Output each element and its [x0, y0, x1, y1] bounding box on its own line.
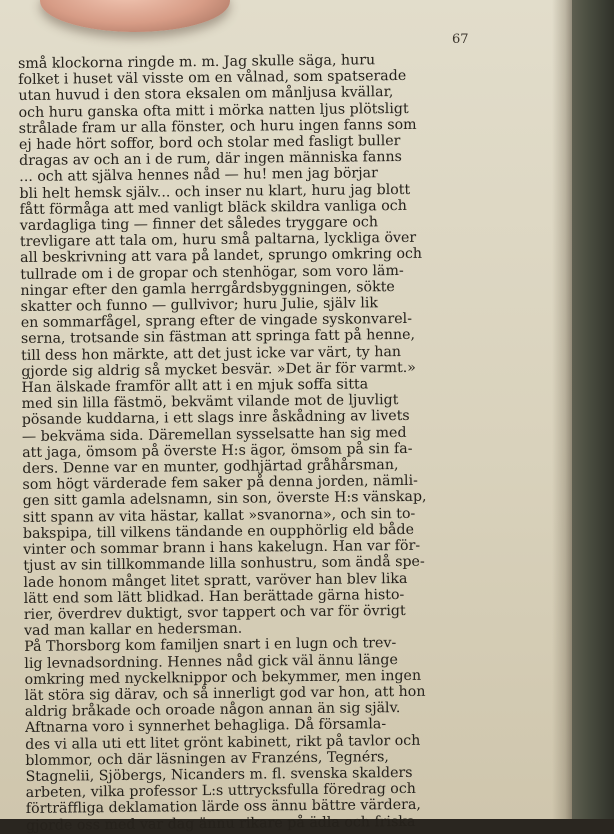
text-line: till dess hon märkte, att det just icke var värt, ty han	[21, 343, 402, 364]
text-line: arbeten, vilka professor L:s uttrycksfulla föredrag och	[25, 781, 416, 802]
text-line: strålade fram ur alla fönster, och huru ingen fanns som	[18, 116, 417, 137]
text-line: pösande kuddarna, i ett slags inre åskådning av livets	[21, 408, 410, 429]
text-line: vardagliga ting — finner det således tryggare och	[19, 214, 379, 235]
text-line: gjorde oss med var dag ännu rikare på ädla och friska	[25, 813, 416, 834]
text-line: fått förmåga att med vanligt bläck skildra vanliga och	[19, 197, 407, 218]
text-line: tullrade om i de gropar och stenhögar, som voro läm-	[20, 262, 404, 283]
text-line: bli helt hemsk själv... och inser nu klart, huru jag blott	[19, 181, 411, 202]
text-line: gen sitt gamla adelsnamn, sin son, överste H:s vänskap,	[22, 489, 427, 510]
text-line: des vi alla uti ett litet grönt kabinett, rikt på tavlor och	[25, 732, 421, 753]
text-line: Han älskade framför allt att i en mjuk soffa sitta	[21, 376, 369, 397]
book-cover-edge	[572, 0, 614, 819]
text-line: ... och att själva hennes nåd — hu! men jag börjar	[19, 165, 378, 186]
text-line: bakspipa, till vilkens tändande en oupphörlig eld både	[22, 521, 415, 542]
text-line: små klockorna ringde m. m. Jag skulle säga, huru	[18, 52, 376, 72]
text-line: — bekväma sida. Däremellan sysselsatte han sig med	[21, 424, 407, 445]
text-line: vad man kallar en hedersman.	[23, 620, 243, 640]
text-line: folket i huset väl visste om en vålnad, som spatserade	[18, 68, 407, 89]
text-line: utan huvud i den stora eksalen om månljusa kvällar,	[18, 84, 394, 105]
text-line: och huru ganska ofta mitt i mörka natten ljus plötsligt	[18, 100, 409, 121]
text-line: blommor, och där läsningen av Franzéns, Tegnérs,	[25, 748, 389, 769]
text-line: lade honom månget litet spratt, varöver han blev lika	[23, 570, 408, 591]
text-line: som högt värderade fem saker på denna jorden, nämli-	[22, 473, 418, 494]
text-line: omkring med nyckelknippor och bekymmer, men ingen	[24, 667, 422, 688]
text-line: rier, överdrev duktigt, svor tappert och var för övrigt	[23, 602, 406, 623]
text-line: sitt spann av vita hästar, kallat »svanorna», och sin to-	[22, 505, 416, 526]
text-line: lät störa sig därav, och så innerligt god var hon, att hon	[24, 683, 426, 704]
text-line: att jaga, ömsom på överste H:s ägor, ömsom på sin fa-	[22, 440, 413, 461]
text-line: ej hade hört soffor, bord och stolar med fasligt buller	[18, 133, 401, 154]
page-number: 67	[452, 32, 469, 47]
body-text	[18, 51, 498, 834]
text-line: med sin lilla fästmö, bekvämt vilande mot de ljuvligt	[21, 392, 399, 413]
text-line: Aftnarna voro i synnerhet behagliga. Då församla-	[24, 716, 387, 737]
text-line: lig levnadsordning. Hennes nåd gick väl ännu länge	[24, 651, 398, 672]
text-line: tjust av sin tillkommande lilla sonhustru, som ändå spe-	[23, 554, 425, 575]
page-edge-shadow	[552, 0, 574, 819]
text-line: vinter och sommar brann i hans kakelugn. Han var för-	[23, 537, 421, 559]
text-line: lätt end som lätt blidkad. Han berättade gärna histo-	[23, 586, 405, 607]
thumb-finger	[40, 0, 230, 32]
text-line: dragas av och an i de rum, där ingen människa fanns	[19, 149, 402, 170]
text-line: gjorde sig aldrig så mycket besvär. »Det är för varmt.»	[21, 359, 417, 380]
text-line: skatter och funno — gullvivor; huru Julie, själv lik	[20, 295, 379, 316]
text-line: ningar efter den gamla herrgårdsbyggningen, sökte	[20, 278, 395, 299]
text-line: ders. Denne var en munter, godhjärtad gråhårsman,	[22, 457, 399, 478]
text-line: På Thorsborg kom familjen snart i en lugn och trev-	[24, 635, 397, 656]
text-line: en sommarfågel, sprang efter de vingade syskonvarel-	[20, 311, 413, 332]
text-line: serna, trotsande sin fästman att springa fatt på henne,	[20, 327, 416, 348]
text-line: trevligare att tala om, huru små paltarna, lyckliga över	[19, 230, 417, 251]
text-line: Stagnelii, Sjöbergs, Nicanders m. fl. svenska skalders	[25, 764, 413, 785]
text-line: all beskrivning att vara på landet, sprungo omkring och	[20, 246, 423, 267]
text-line: förträffliga deklamation lärde oss ännu bättre värdera,	[25, 797, 421, 818]
text-line: aldrig bråkade och oroade någon annan än sig själv.	[24, 700, 401, 721]
